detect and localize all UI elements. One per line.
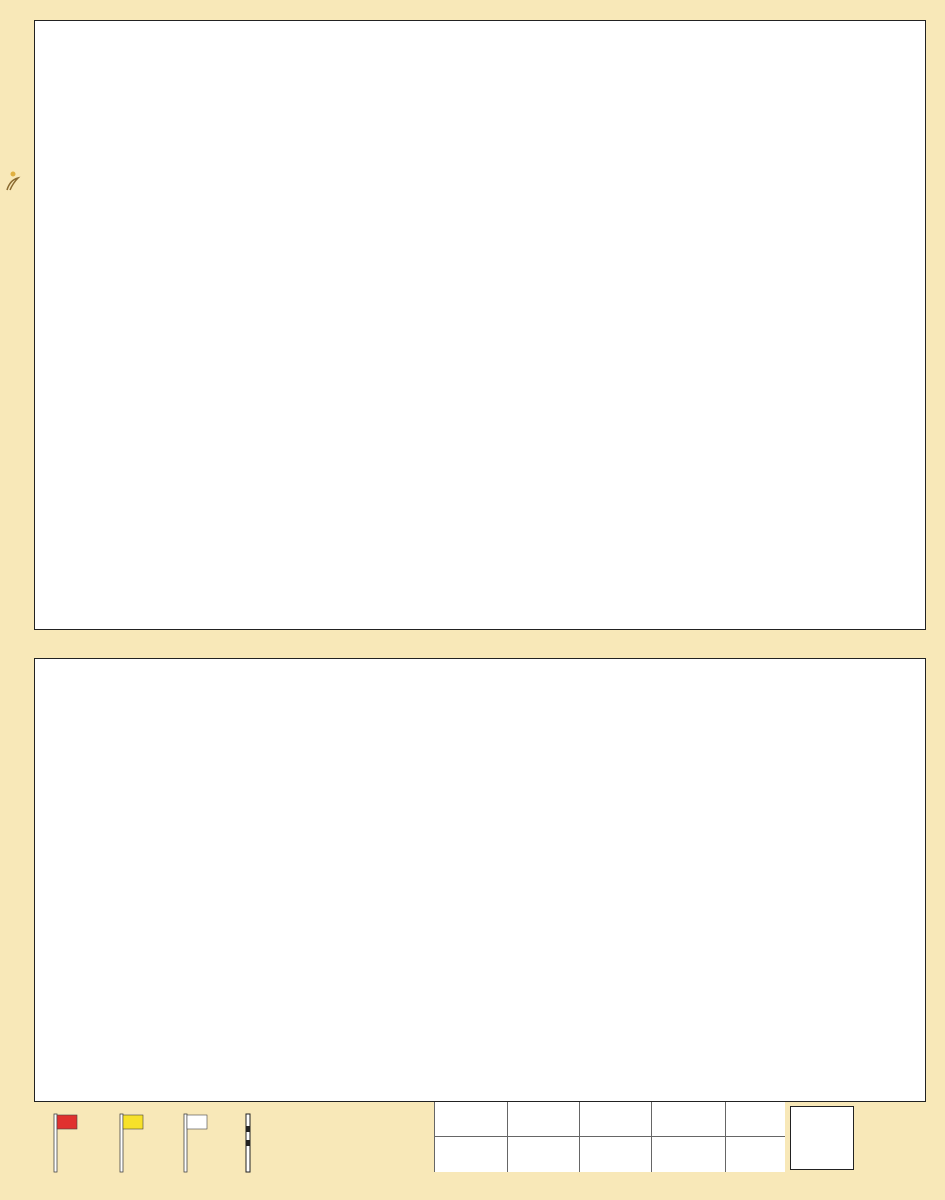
red-flag-icon <box>50 1112 80 1174</box>
white-flag-icon <box>180 1112 210 1174</box>
hcap-input-area[interactable] <box>434 1102 784 1136</box>
back-nine-sheet <box>34 658 926 1102</box>
front-nine-sheet <box>34 20 926 630</box>
club-logo-icon <box>4 170 22 192</box>
nett-input-area[interactable] <box>434 1137 784 1171</box>
yellow-flag-icon <box>116 1112 146 1174</box>
stableford-box[interactable] <box>790 1106 854 1170</box>
marker-post-icon <box>242 1112 254 1174</box>
